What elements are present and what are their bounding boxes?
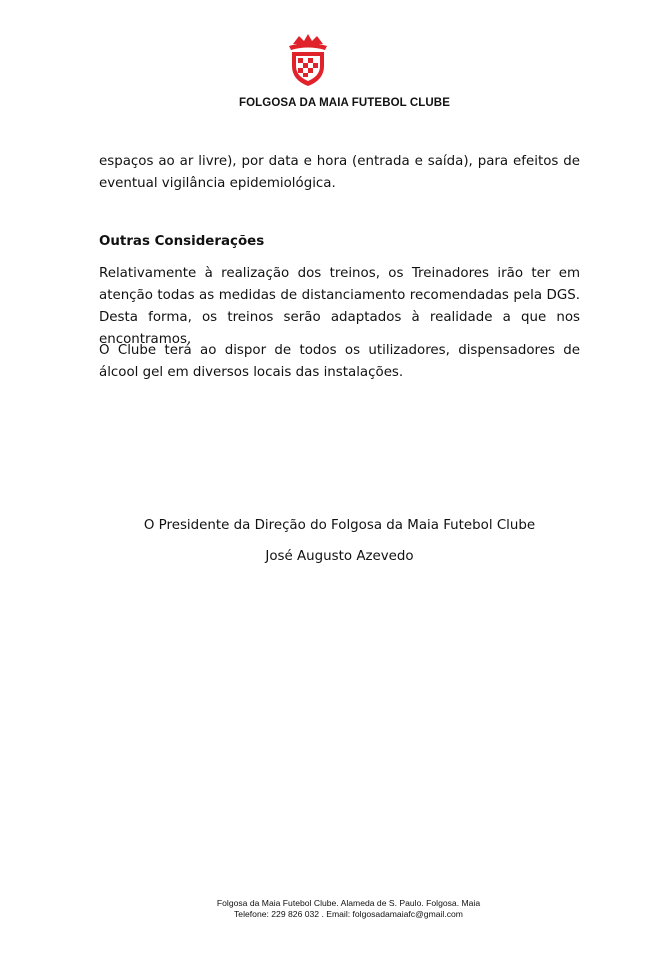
signature-title: O Presidente da Direção do Folgosa da Maia Futebol Clube (143, 518, 536, 533)
paragraph-training: Relativamente à realização dos treinos, os Treinadores irão ter em atenção todas as medidas de distanciamento recomendadas pela DGS. Desta forma, os treinos serão adaptados à realidade a que nos encontramos. (99, 266, 580, 347)
footer-address: Folgosa da Maia Futebol Clube. Alameda de S. Paulo. Folgosa. Maia (216, 898, 481, 908)
club-name-header: FOLGOSA DA MAIA FUTEBOL CLUBE (239, 97, 450, 109)
paragraph-continued: espaços ao ar livre), por data e hora (entrada e saída), para efeitos de eventual vigilância epidemiológica. (99, 154, 580, 191)
club-crest-icon (287, 32, 329, 88)
section-heading: Outras Considerações (99, 234, 265, 249)
footer-contact: Telefone: 229 826 032 . Email: folgosadamaiafc@gmail.com (234, 909, 463, 919)
signature-name: José Augusto Azevedo (265, 549, 414, 564)
paragraph-gel: O Clube terá ao dispor de todos os utilizadores, dispensadores de álcool gel em diversos locais das instalações. (99, 343, 580, 380)
